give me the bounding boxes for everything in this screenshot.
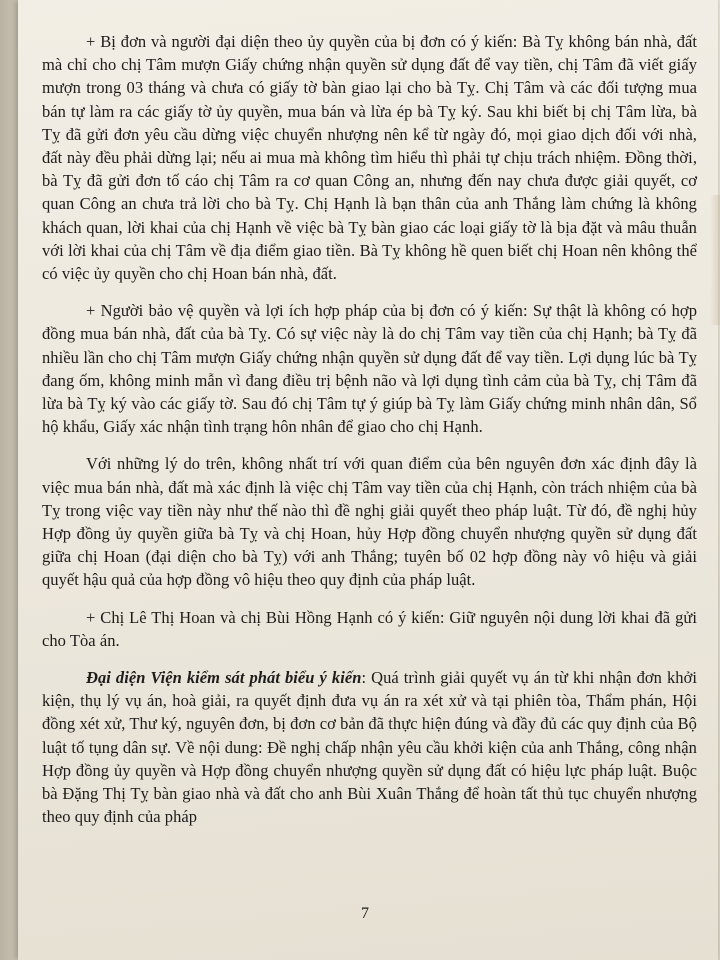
page-number: 7 <box>361 905 369 922</box>
paragraph-related-parties-opinion: + Chị Lê Thị Hoan và chị Bùi Hồng Hạnh có ý kiến: Giữ nguyên nội dung lời khai đã gửi cho Tòa án. <box>42 607 697 650</box>
paragraph-defendant-request: Với những lý do trên, không nhất trí với quan điểm của bên nguyên đơn xác định đây là việc mua bán nhà, đất mà xác định là việc chị Tâm vay tiền của chị Hạnh, còn trách nhiệm của bà Tỵ trong việc vay tiền này như thế nào thì đề nghị giải quyết theo pháp luật. Từ đó, đề nghị hủy Hợp đồng ủy quyền giữa bà Tỵ và chị Hoan, hủy Hợp đồng chuyển nhượng quyền sử dụng đất giữa chị Hoan (đại diện cho bà Tỵ) với anh Thắng; tuyên bố 02 hợp đồng này vô hiệu và giải quyết hậu quả của hợp đồng vô hiệu theo quy định của pháp luật. <box>42 454 697 590</box>
procuracy-label: Đại diện Viện kiểm sát phát biểu ý kiến <box>86 668 362 688</box>
procuracy-text: : Quá trình giải quyết vụ án từ khi nhận đơn khởi kiện, thụ lý vụ án, hoà giải, ra quyết định đưa vụ án ra xét xử và tại phiên tòa, Thẩm phán, Hội đồng xét xử, Thư ký, nguyên đơn, bị đơn cơ bản đã thực hiện đúng và đầy đủ các quy định của Bộ luật tố tụng dân sự. Về nội dung: Đề nghị chấp nhận yêu cầu khởi kiện của anh Thắng, công nhận Hợp đồng ủy quyền và Hợp đồng chuyển nhượng quyền sử dụng đất có hiệu lực pháp luật. Buộc bà Đặng Thị Tỵ bàn giao nhà và đất cho anh Bùi Xuân Thắng để hoàn tất thủ tục chuyển nhượng theo quy định của pháp <box>42 668 697 827</box>
red-stamp-edge <box>710 195 720 325</box>
paragraph-procuracy-opinion <box>42 666 697 828</box>
paragraph-defendant-lawyer-opinion: + Người bảo vệ quyền và lợi ích hợp pháp của bị đơn có ý kiến: Sự thật là không có hợp đồng mua bán nhà, đất của bà Tỵ. Có sự việc này là do chị Tâm vay tiền của chị Hạnh; bà Tỵ đã nhiều lần cho chị Tâm mượn Giấy chứng nhận quyền sử dụng đất để vay tiền. Lợi dụng lúc bà Tỵ đang ốm, không minh mẫn vì đang điều trị bệnh não và lợi dụng tình cảm của bà Tỵ, chị Tâm đã lừa bà Tỵ ký vào các giấy tờ. Sau đó chị Tâm tự ý giúp bà Tỵ làm Giấy chứng minh nhân dân, Sổ hộ khẩu, Giấy xác nhận tình trạng hôn nhân để giao cho chị Hạnh. <box>42 301 697 437</box>
document-body <box>42 30 697 829</box>
paragraph-defendant-opinion: + Bị đơn và người đại diện theo ủy quyền của bị đơn có ý kiến: Bà Tỵ không bán nhà, đất mà chỉ cho chị Tâm mượn Giấy chứng nhận quyền sử dụng đất để vay tiền, chị Tâm đã viết giấy mượn trong 03 tháng và chưa có giấy tờ bàn giao lại cho bà Tỵ. Chị Tâm và các đối tượng mua bán tự làm ra các giấy tờ ủy quyền, mua bán và lừa ép bà Tỵ ký. Sau khi biết bị chị Tâm lừa, bà Tỵ đã gửi đơn yêu cầu dừng việc chuyển nhượng nên kể từ ngày đó, mọi giao dịch đối với nhà, đất này đều phải dừng lại; nếu ai mua mà không tìm hiểu thì phải tự chịu trách nhiệm. Đồng thời, bà Tỵ đã gửi đơn tố cáo chị Tâm ra cơ quan Công an, nhưng đến nay chưa được giải quyết, cơ quan Công an chưa trả lời cho bà Tỵ. Chị Hạnh là bạn thân của anh Thắng làm chứng là không khách quan, lời khai của chị Hạnh về việc bà Tỵ bàn giao các loại giấy tờ là bịa đặt và mâu thuẫn với lời khai của chị Tâm về địa điểm giao tiền. Bà Tỵ không hề quen biết chị Hoan nên không thể có việc ủy quyền cho chị Hoan bán nhà, đất. <box>42 32 697 284</box>
